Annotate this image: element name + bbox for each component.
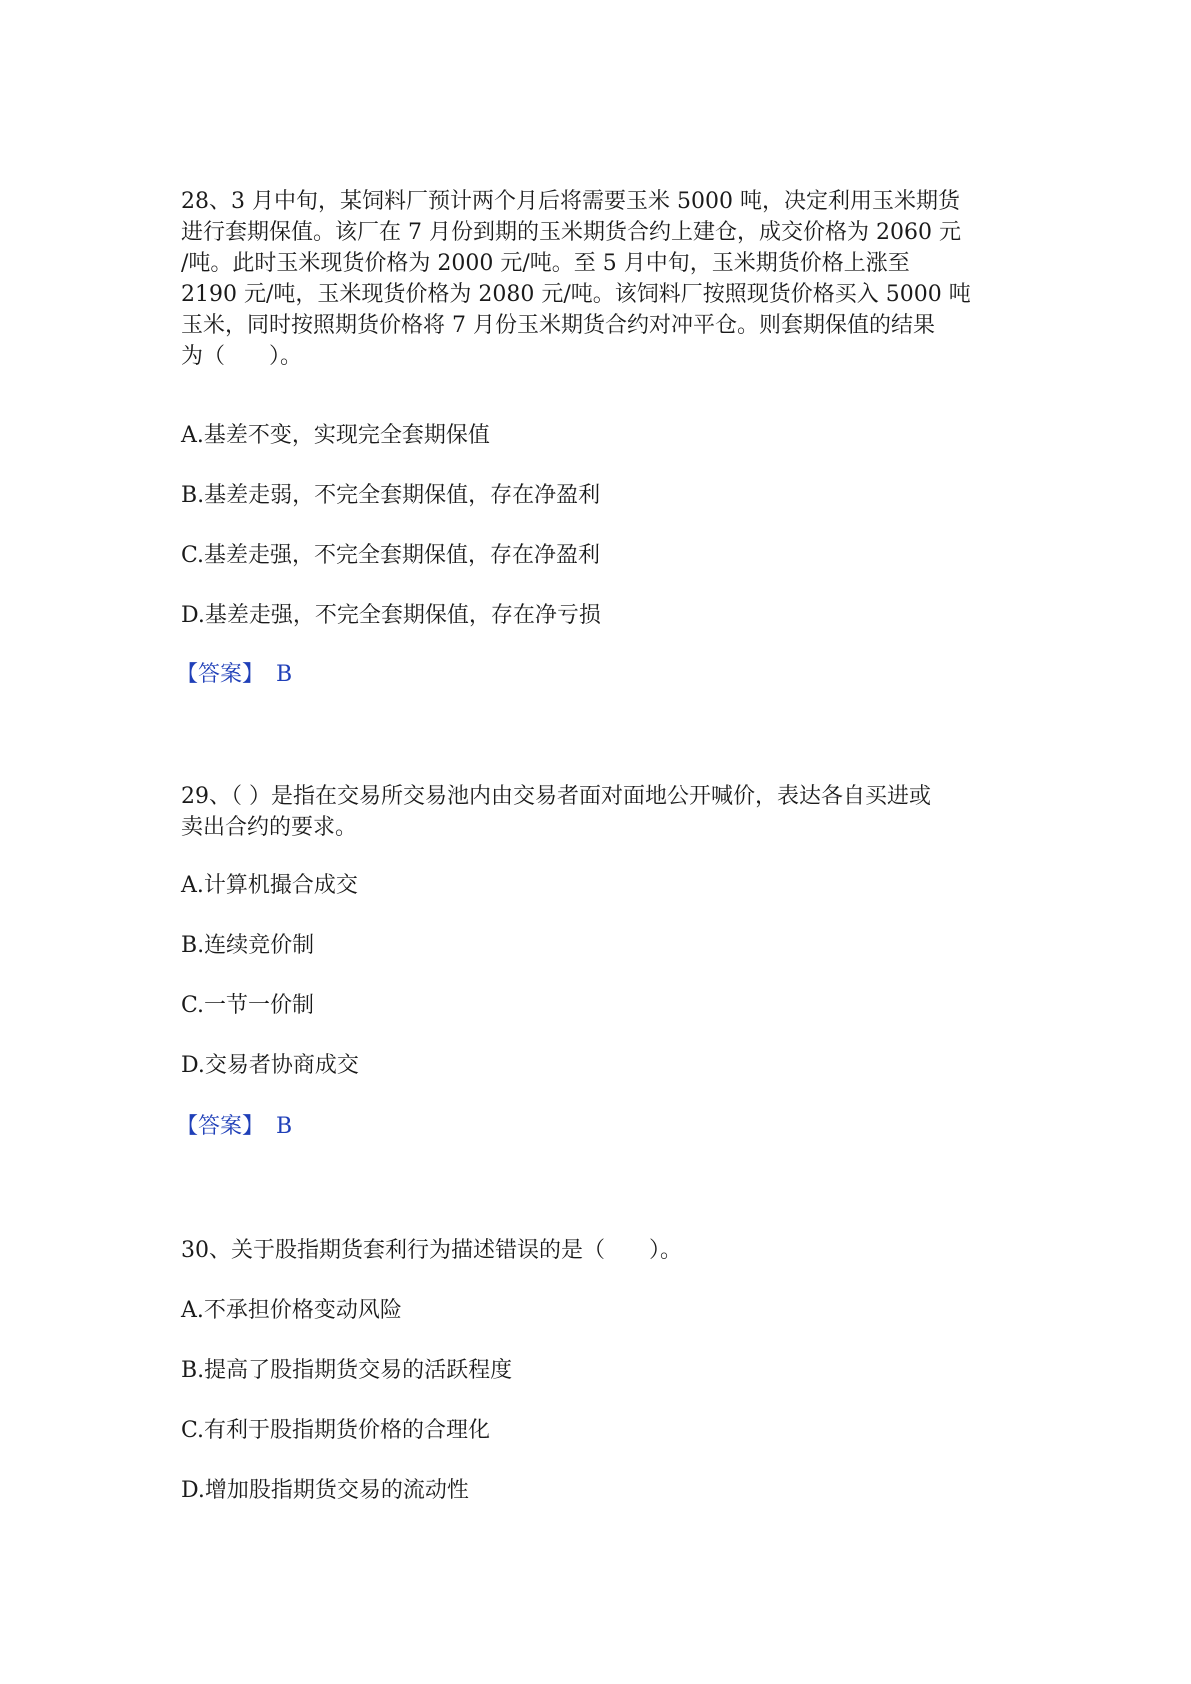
stem-line: 29、（ ）是指在交易所交易池内由交易者面对面地公开喊价，表达各自买进或 xyxy=(181,784,931,809)
question-30-option-b: B.提高了股指期货交易的活跃程度 xyxy=(181,1358,513,1383)
question-29-option-b: B.连续竞价制 xyxy=(181,933,315,958)
question-28-option-c: C.基差走强，不完全套期保值，存在净盈利 xyxy=(181,543,601,568)
stem-line: 进行套期保值。该厂在 7 月份到期的玉米期货合约上建仓，成交价格为 2060 元 xyxy=(181,220,961,245)
question-28-option-b: B.基差走弱，不完全套期保值，存在净盈利 xyxy=(181,483,601,508)
question-29-option-c: C.一节一价制 xyxy=(181,993,315,1018)
question-28-stem xyxy=(181,186,1021,372)
answer-label: 【答案】 xyxy=(176,1114,265,1139)
question-28-option-d: D.基差走强，不完全套期保值，存在净亏损 xyxy=(181,603,601,628)
question-30-stem xyxy=(181,1235,1021,1266)
stem-line: 玉米，同时按照期货价格将 7 月份玉米期货合约对冲平仓。则套期保值的结果 xyxy=(181,313,935,338)
stem-line: 为（ ）。 xyxy=(181,344,303,369)
stem-line: 30、关于股指期货套利行为描述错误的是（ ）。 xyxy=(181,1238,682,1263)
question-30-option-d: D.增加股指期货交易的流动性 xyxy=(181,1478,469,1503)
answer-value: B xyxy=(276,662,293,687)
question-29-option-a: A.计算机撮合成交 xyxy=(181,873,358,898)
question-30-option-c: C.有利于股指期货价格的合理化 xyxy=(181,1418,491,1443)
answer-value: B xyxy=(276,1114,293,1139)
question-28-option-a: A.基差不变，实现完全套期保值 xyxy=(181,423,490,448)
stem-line: 2190 元/吨，玉米现货价格为 2080 元/吨。该饲料厂按照现货价格买入 5000 吨 xyxy=(181,282,971,307)
question-29-option-d: D.交易者协商成交 xyxy=(181,1053,359,1078)
stem-line: 卖出合约的要求。 xyxy=(181,815,358,840)
stem-line: 28、3 月中旬，某饲料厂预计两个月后将需要玉米 5000 吨，决定利用玉米期货 xyxy=(181,189,960,214)
question-29-stem xyxy=(181,781,1021,843)
stem-line: /吨。此时玉米现货价格为 2000 元/吨。至 5 月中旬，玉米期货价格上涨至 xyxy=(181,251,910,276)
answer-label: 【答案】 xyxy=(176,662,265,687)
question-28-answer xyxy=(176,659,292,690)
question-30-option-a: A.不承担价格变动风险 xyxy=(181,1298,402,1323)
question-29-answer xyxy=(176,1111,292,1142)
